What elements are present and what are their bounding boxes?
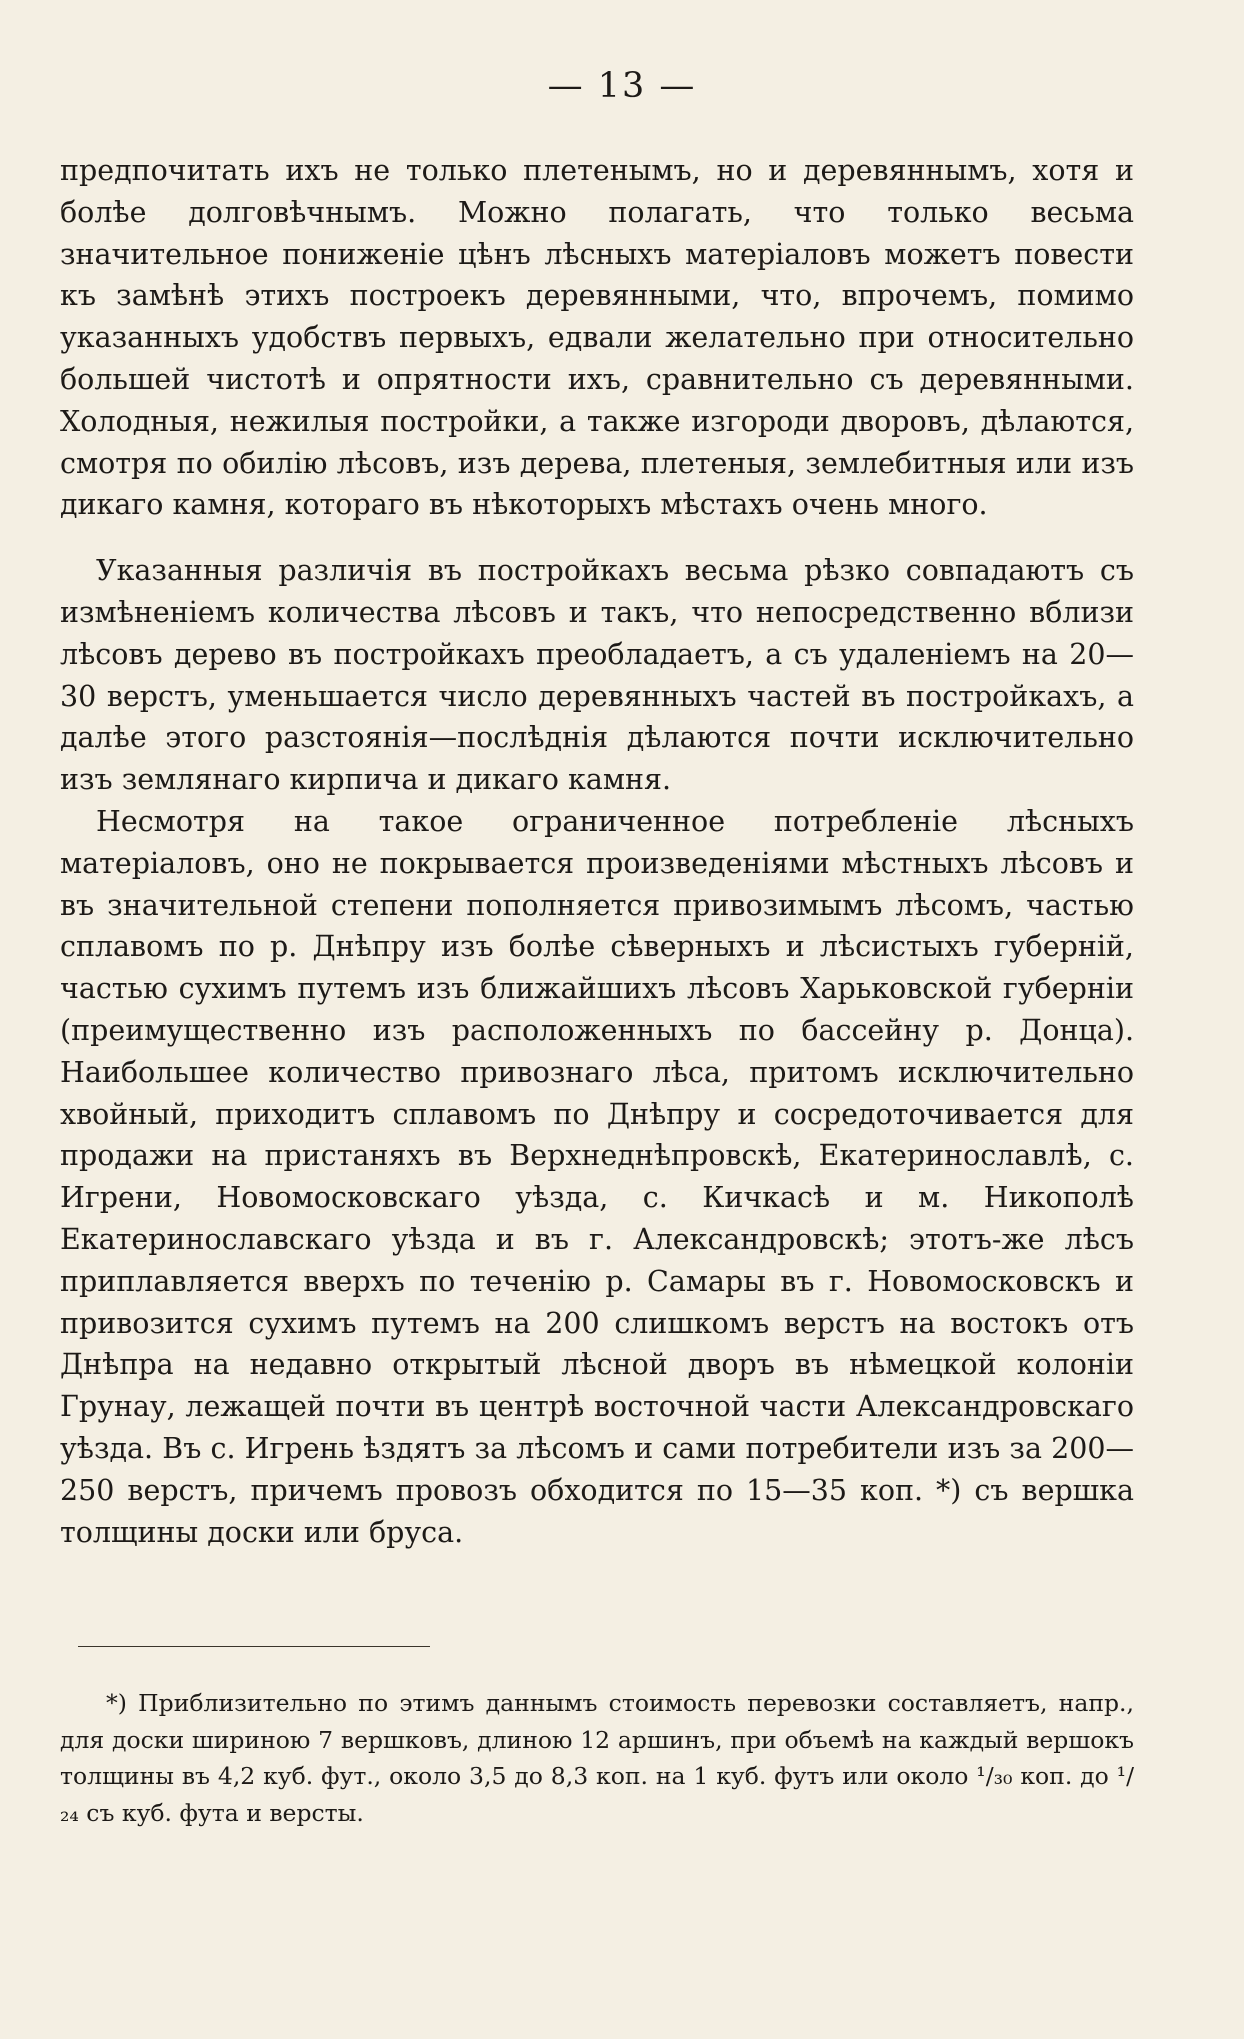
paragraph-2: Указанныя различія въ постройкахъ весьма рѣзко совпадаютъ съ измѣненіемъ количества лѣсовъ и такъ, что непосредственно вблизи лѣсовъ дерево въ постройкахъ преобладаетъ, а съ удаленіемъ на 20—30 верстъ, уменьшается число деревянныхъ частей въ постройкахъ, а далѣе этого разстоянія—послѣднія дѣлаются почти исключительно изъ землянаго кирпича и дикаго камня.: [60, 554, 1134, 797]
footnote: *) Приблизительно по этимъ даннымъ стоимость перевозки составляетъ, напр., для доски шириною 7 вершковъ, длиною 12 аршинъ, при объемѣ на каждый вершокъ толщины въ 4,2 куб. фут., около 3,5 до 8,3 коп. на 1 куб. футъ или около ¹/₃₀ коп. до ¹/₂₄ съ куб. фута и версты.: [60, 1689, 1134, 1827]
footnote-divider: [78, 1646, 430, 1647]
page-number: — 13 —: [547, 66, 697, 106]
paragraph-1: предпочитать ихъ не только плетенымъ, но и деревяннымъ, хотя и болѣе долговѣчнымъ. Можно полагать, что только весьма значительное пониженіе цѣнъ лѣсныхъ матеріаловъ можетъ повести къ замѣнѣ этихъ построекъ деревянными, что, впрочемъ, помимо указанныхъ удобствъ первыхъ, едвали желательно при относительно большей чистотѣ и опрятности ихъ, сравнительно съ деревянными. Холодныя, нежилыя постройки, а также изгороди дворовъ, дѣлаются, смотря по обилію лѣсовъ, изъ дерева, плетеныя, землебитныя или изъ дикаго камня, котораго въ нѣкоторыхъ мѣстахъ очень много.: [60, 154, 1134, 522]
body-text: [60, 150, 1134, 1553]
paragraph-3: Несмотря на такое ограниченное потребленіе лѣсныхъ матеріаловъ, оно не покрывается произведеніями мѣстныхъ лѣсовъ и въ значительной степени пополняется привозимымъ лѣсомъ, частью сплавомъ по р. Днѣпру изъ болѣе сѣверныхъ и лѣсистыхъ губерній, частью сухимъ путемъ изъ ближайшихъ лѣсовъ Харьковской губерніи (преимущественно изъ расположенныхъ по бассейну р. Донца). Наибольшее количество привознаго лѣса, притомъ исключительно хвойный, приходитъ сплавомъ по Днѣпру и сосредоточивается для продажи на пристаняхъ въ Верхнеднѣпровскѣ, Екатеринославлѣ, с. Игрени, Новомосковскаго уѣзда, с. Кичкасѣ и м. Никополѣ Екатеринославскаго уѣзда и въ г. Александровскѣ; этотъ-же лѣсъ приплавляется вверхъ по теченію р. Самары въ г. Новомосковскъ и привозится сухимъ путемъ на 200 слишкомъ верстъ на востокъ отъ Днѣпра на недавно открытый лѣсной дворъ въ нѣмецкой колоніи Грунау, лежащей почти въ центрѣ восточной части Александровскаго уѣзда. Въ с. Игрень ѣздятъ за лѣсомъ и сами потребители изъ за 200—250 верстъ, причемъ провозъ обходится по 15—35 коп. *) съ вершка толщины доски или бруса.: [60, 804, 1134, 1549]
